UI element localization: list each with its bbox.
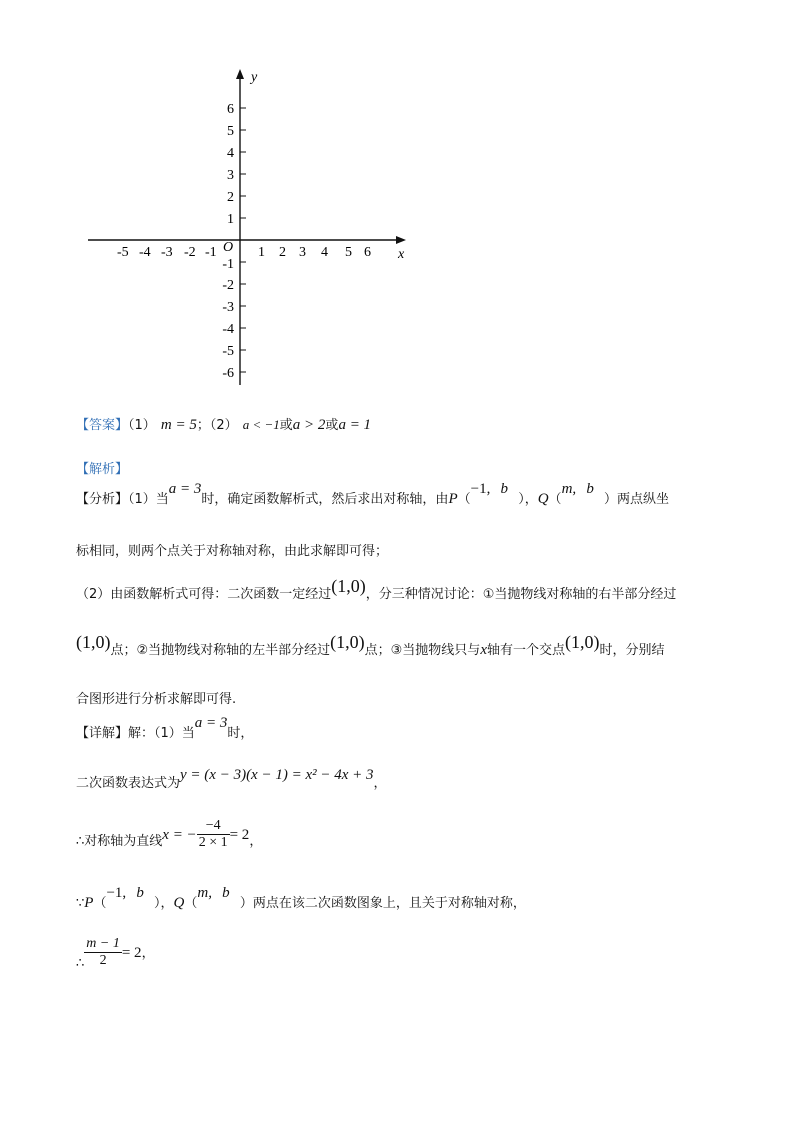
detail-line-2: 二次函数表达式为y = (x − 3)(x − 1) = x² − 4x + 3，	[76, 767, 387, 791]
x-axis-arrow	[396, 236, 406, 244]
fenxi-line-5: 合图形进行分析求解即可得.	[76, 692, 237, 707]
detail-line-3: ∴对称轴为直线x = − $\frac{-4}{2 \times 1}$ = 2，	[76, 818, 263, 850]
x-tick-label: 5	[345, 245, 352, 260]
y-axis-label: y	[251, 70, 258, 85]
quadratic-expression: y = (x − 3)(x − 1) = x² − 4x + 3	[180, 767, 374, 783]
detail-line-5: $_\therefore$ $\frac{m - 1}{2}$ = 2，	[76, 936, 155, 971]
x-tick-label: 3	[299, 245, 306, 260]
answer-cond2: a > 2	[292, 417, 326, 433]
y-tick-label: 4	[227, 146, 234, 161]
y-tick-label: -3	[222, 300, 234, 315]
axis-fraction: $\frac{-4}{2 \times 1}$	[198, 818, 228, 850]
detail-tag: 【详解】	[76, 726, 129, 741]
fenxi-line-1: 【分析】（1）当a = 3时，确定函数解析式，然后求出对称轴，由P（−1, b ），Q（m, b ）两点纵坐	[76, 481, 670, 507]
x-tick-label: 1	[258, 245, 265, 260]
analysis-tag: 【解析】	[76, 462, 129, 477]
answer-tag: 【答案】	[76, 418, 129, 433]
y-tick-label: 5	[227, 124, 234, 139]
coordinate-graph	[0, 0, 800, 400]
fenxi-tag: 【分析】	[76, 492, 129, 507]
y-tick-label: 1	[227, 212, 234, 227]
y-axis-arrow	[236, 69, 244, 79]
answer-m: m = 5	[160, 417, 197, 433]
x-tick-label: -2	[184, 245, 196, 260]
x-axis-label: x	[398, 247, 405, 262]
detail-line-1: 【详解】解：（1）当a = 3时，	[76, 715, 254, 741]
fenxi-line-4: (1,0)点；②当抛物线对称轴的左半部分经过(1,0)点；③当抛物线只与x轴有一个交点(1,0)时，分别结	[76, 632, 665, 658]
answer-cond1: a < −1	[242, 417, 280, 432]
origin-label: O	[223, 240, 234, 255]
y-tick-label: 6	[227, 102, 234, 117]
x-tick-label: 2	[279, 245, 286, 260]
answer-cond3: a = 1	[338, 417, 372, 433]
x-tick-label: -5	[117, 245, 129, 260]
x-tick-label: 6	[364, 245, 371, 260]
y-tick-label: -4	[222, 322, 234, 337]
x-tick-label: 4	[321, 245, 328, 260]
fenxi-line-3: （2）由函数解析式可得：二次函数一定经过(1,0)，分三种情况讨论：①当抛物线对称轴的右半部分经过	[76, 576, 677, 602]
answer-line: 【答案】（1） m = 5；（2） a < −1或a > 2或a = 1	[76, 417, 372, 433]
y-tick-label: 3	[227, 168, 234, 183]
y-tick-label: -2	[222, 278, 234, 293]
y-tick-label: -6	[222, 366, 234, 381]
x-tick-label: -1	[205, 245, 217, 260]
fenxi-line-2: 标相同，则两个点关于对称轴对称，由此求解即可得；	[76, 544, 389, 559]
x-tick-label: -4	[139, 245, 151, 260]
m-fraction: $\frac{m - 1}{2}$	[86, 936, 120, 968]
y-tick-label: -5	[222, 344, 234, 359]
detail-line-4: ∵P（−1, b ），Q（m, b ）两点在该二次函数图象上，且关于对称轴对称，	[76, 885, 526, 911]
y-tick-label: -1	[222, 257, 234, 272]
y-tick-label: 2	[227, 190, 234, 205]
x-tick-label: -3	[161, 245, 173, 260]
